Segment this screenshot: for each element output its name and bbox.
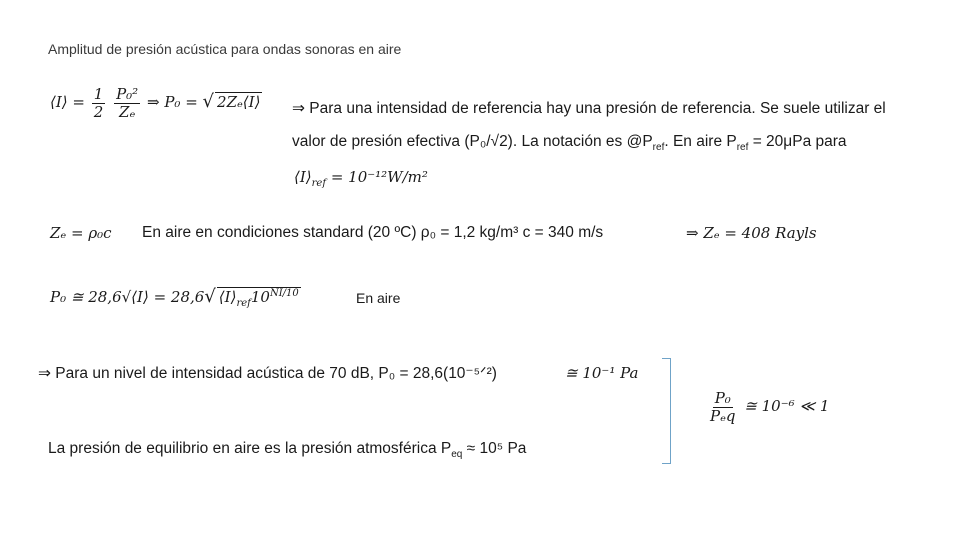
equilibrium-pressure-line: La presión de equilibrio en aire es la presión atmosférica $P_{eq} \approx 10^5$ Pa xyxy=(48,440,527,461)
standard-conditions: En aire en condiciones standard (20 ºC) ρ₀ = 1,2 kg/m³ c = 340 m/s xyxy=(142,224,604,241)
impedance-formula: Zₑ = ρ₀c xyxy=(50,224,112,242)
paragraph-line-b: valor de presión efectiva (P₀/√2). La notación es $@P_{ref}$. En aire $P_{ref} = 20\mu Pa$ para xyxy=(292,133,847,154)
coef-fraction: $\frac{1}{2}$ xyxy=(93,85,104,121)
pressure-formula: P₀ ≅ 28,6√⟨I⟩ = 28,6√ $⟨I⟩_{ref}10^{NI/10}$ xyxy=(50,286,299,309)
implies-p0: ⇒ P₀ = xyxy=(146,93,198,111)
paragraph-line-c: $⟨I⟩_{ref} = 10^{-12}W/m^2$ xyxy=(294,168,428,189)
intensity-level-approx: ≅ 10⁻¹ Pa xyxy=(565,364,639,382)
ratio-tail: ≅ 10⁻⁶ ≪ 1 xyxy=(744,397,830,415)
brace-bottom-tick xyxy=(662,463,670,464)
pressure-ratio xyxy=(706,390,829,424)
impedance-result: ⇒ Zₑ = 408 Rayls xyxy=(686,224,817,242)
en-aire-note: En aire xyxy=(356,290,401,306)
sqrt-icon: √ xyxy=(204,286,216,307)
intensity-formula xyxy=(50,86,262,120)
sqrt-content: 2Zₑ⟨I⟩ xyxy=(217,93,261,111)
intensity-level-line: ⇒ Para un nivel de intensidad acústica de 70 dB, P₀ = 28,6(10⁻⁵ᐟ²) xyxy=(38,365,497,382)
page-title: Amplitud de presión acústica para ondas sonoras en aire xyxy=(48,41,402,57)
paragraph-line-a: ⇒ Para una intensidad de referencia hay una presión de referencia. Se suele utilizar el xyxy=(292,100,886,117)
brace-bracket xyxy=(660,358,671,464)
sqrt-icon: √ xyxy=(202,91,215,112)
p0-ze-fraction: $\frac{\text{P₀²}}{\text{Zₑ}}$ xyxy=(116,85,139,121)
ratio-fraction: $\frac{\text{P₀}}{\text{Pₑq}}$ xyxy=(710,389,736,425)
brace-top-tick xyxy=(662,358,670,359)
intensity-expr: ⟨I⟩ = xyxy=(50,93,85,111)
